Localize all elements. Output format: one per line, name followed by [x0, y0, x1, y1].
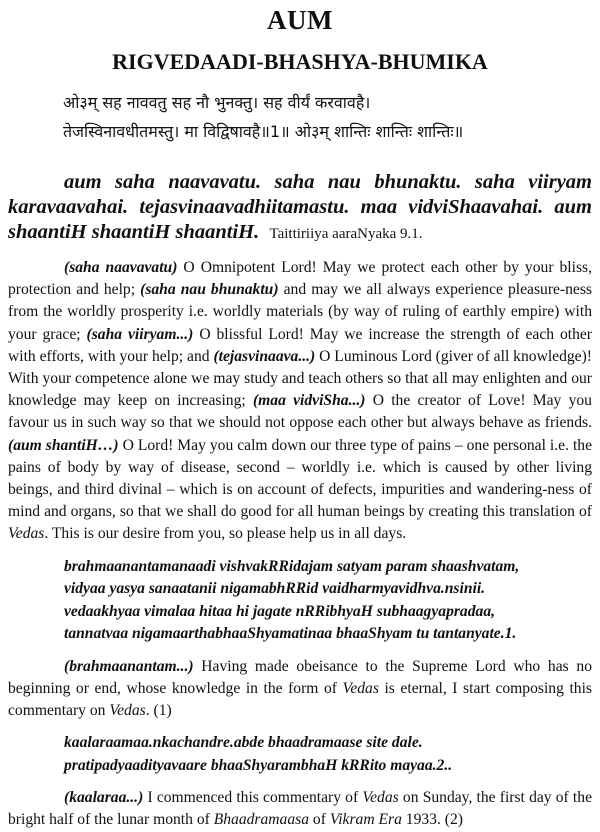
paragraph-text: I commenced this commentary of: [143, 789, 363, 807]
verse-line: brahmaanantamanaadi vishvakRRidajam satyam param shaashvatam,: [64, 557, 520, 575]
paragraph-text: is eternal, I start composing this commentary on: [8, 679, 592, 720]
paragraph-text: O Luminous Lord (giver of all knowledge)! With your competence alone we may study and teach others so that all may enlighten and our knowledge may keep on increasing;: [8, 347, 592, 410]
paragraph-text: O blissful Lord! May we increase the strength of each other with efforts, with your help; and: [8, 325, 593, 365]
keyword: (saha viiryam...): [86, 325, 194, 343]
keyword: (maa vidviSha...): [252, 392, 366, 410]
verse-line: pratipadyaadityavaare bhaaShyarambhaH kRRito mayaa.2..: [64, 756, 453, 774]
keyword: (brahmaanantam...): [64, 657, 194, 675]
commentary-paragraph-1: [8, 257, 592, 546]
italic-term: Vedas: [362, 789, 399, 807]
paragraph-text: 1933. (2): [401, 811, 463, 829]
paragraph-text: . (1): [145, 702, 172, 720]
italic-term: Vikram Era: [329, 811, 402, 829]
paragraph-text: O the creator of Love! May you favour us in such way so that we should not oppose each other but always behave as friends.: [8, 392, 592, 432]
transliterated-mantra: [8, 170, 592, 247]
keyword: (kaalaraa...): [64, 789, 144, 807]
mantra-text: aum saha naavavatu. saha nau bhunaktu. saha viiryam karavaavahai. tejasvinaavadhiitamastu. maa vidviShaavahai. aum shaantiH shaantiH shaantiH.: [8, 171, 592, 243]
paragraph-text: and may we all always experience pleasure-ness from the worldly prosperity i.e. worldly materials (by way of ruling of earthly empire) with your grace;: [8, 281, 592, 343]
italic-term: Bhaadramaasa: [213, 811, 310, 829]
paragraph-text: on Sunday, the first day of the bright half of the lunar month of: [8, 789, 592, 829]
verse-line: vedaakhyaa vimalaa hitaa hi jagate nRRibhyaH subhaagyapradaa,: [64, 602, 496, 620]
italic-term: Vedas: [342, 679, 379, 697]
keyword: (tejasvinaava...): [213, 347, 316, 365]
paragraph-text: of: [309, 811, 330, 829]
mantra-reference: Taittiriiya aaraNyaka 9.1.: [269, 226, 423, 242]
verse-line: tannatvaa nigamaarthabhaaShyamatinaa bhaaShyam tu tantanyate.1.: [64, 625, 517, 643]
paragraph-text: Having made obeisance to the Supreme Lord who has no beginning or end, whose knowledge in the form of: [8, 657, 592, 697]
verse-line: kaalaraamaa.nkachandre.abde bhaadramaase site dale.: [64, 734, 423, 752]
italic-term: Vedas: [8, 525, 45, 543]
keyword: (saha naavavatu): [64, 259, 178, 276]
italic-term: Vedas: [109, 702, 146, 720]
verse-1: [64, 556, 592, 646]
verse-2: [64, 732, 592, 777]
commentary-paragraph-3: [8, 787, 592, 831]
paragraph-text: . This is our desire from you, so please help us in all days.: [44, 525, 407, 543]
devanagari-line-2: तेजस्विनावधीतमस्तु। मा विद्विषावहै॥1॥ ओ३म् शान्तिः शान्तिः शान्तिः॥: [63, 122, 464, 141]
devanagari-line-1: ओ३म् सह नाववतु सह नौ भुनक्तु। सह वीर्यं करवावहै।: [63, 93, 371, 112]
keyword: (aum shantiH…): [8, 436, 119, 454]
verse-line: vidyaa yasya sanaatanii nigamabhRRid vaidharmyavidhva.nsinii.: [64, 580, 486, 598]
paragraph-text: O Omnipotent Lord! May we protect each other by your bliss, protection and help;: [8, 259, 593, 299]
page-subtitle: RIGVEDAADI-BHASHYA-BHUMIKA: [112, 49, 488, 74]
paragraph-text: O Lord! May you calm down our three type of pains – one personal i.e. the pains of body by way of disease, second – worldly i.e. which is caused by other living beings, and third divinal – which is on account of defects, impurities and wandering-ness of mind and organs, so that we shall do good for all human beings by creating this translation of: [8, 436, 593, 521]
keyword: (saha nau bhunaktu): [140, 281, 279, 299]
commentary-paragraph-2: [8, 656, 592, 723]
page-title: AUM: [267, 5, 333, 35]
